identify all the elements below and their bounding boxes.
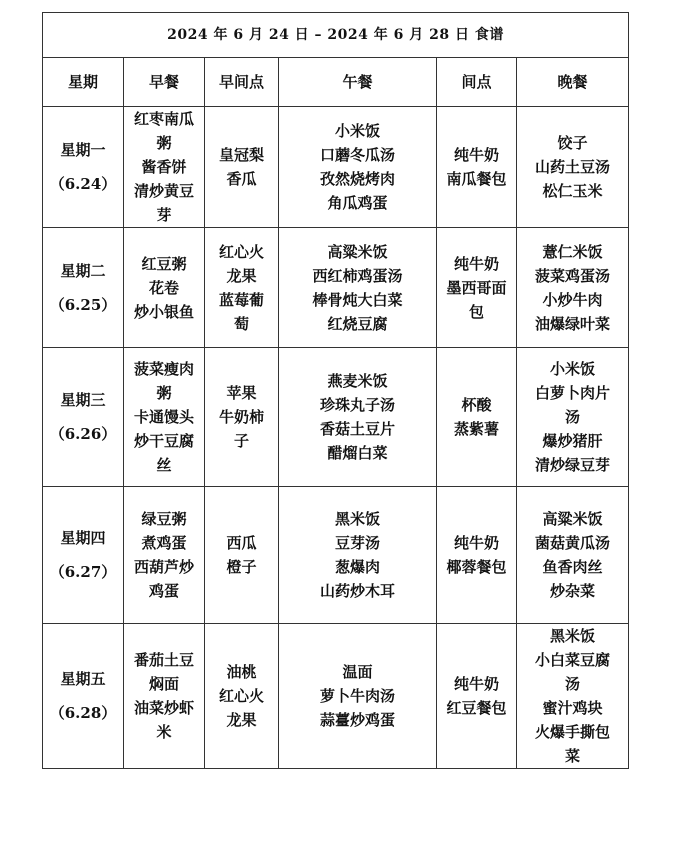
menu-item: 子 [233,432,249,450]
menu-item: 红豆粥 [141,254,187,273]
day-cell [43,624,124,769]
menu-item: 椰蓉餐包 [446,558,507,576]
day-cell [43,228,124,348]
day-date: （6.26） [49,425,117,443]
morning-snack-cell [205,228,279,348]
menu-item: 牛奶柿 [218,408,264,426]
afternoon-snack-cell [437,487,517,624]
menu-item: 纯牛奶 [453,254,499,273]
afternoon-snack-cell [437,624,517,769]
menu-item: 黑米饭 [549,627,595,645]
menu-title: 2024 年 6 月 24 日 – 2024 年 6 月 28 日 食谱 [43,13,629,58]
menu-item: 温面 [342,663,373,681]
menu-item: 醋熘白菜 [327,444,388,462]
menu-item: 煮鸡蛋 [141,534,187,552]
breakfast-cell [124,487,205,624]
menu-item: 棒骨炖大白菜 [312,290,403,309]
menu-item: 香菇土豆片 [319,420,395,438]
day-cell [43,107,124,228]
menu-item: 小米饭 [334,122,380,140]
afternoon-snack-cell [437,348,517,487]
morning-snack-cell [205,107,279,228]
breakfast-cell [124,107,205,228]
menu-item: 口蘑冬瓜汤 [319,146,395,164]
header-row [43,58,629,107]
menu-item: 薏仁米饭 [542,242,603,261]
menu-item: 纯牛奶 [453,534,499,552]
menu-item: 番茄土豆 [133,651,194,669]
menu-item: 西葫芦炒 [133,558,194,576]
menu-item: 小白菜豆腐 [534,651,610,669]
menu-table [42,12,629,769]
menu-item: 粥 [156,384,172,402]
menu-item: 菌菇黄瓜汤 [534,534,610,552]
menu-item: 白萝卜肉片 [534,384,610,402]
menu-item: 蜜汁鸡块 [542,699,603,717]
menu-item: 清炒绿豆芽 [534,456,610,474]
dinner-cell [517,228,629,348]
header-lunch: 午餐 [279,58,437,107]
menu-item: 西瓜 [226,534,257,552]
menu-item: 红烧豆腐 [327,314,388,333]
menu-item: 高粱米饭 [542,510,603,528]
menu-item: 香瓜 [226,170,257,188]
menu-item: 孜然烧烤肉 [319,170,395,188]
day-row [43,624,629,769]
afternoon-snack-cell [437,228,517,348]
day-date: （6.25） [49,295,117,314]
day-row [43,348,629,487]
morning-snack-cell [205,348,279,487]
menu-item: 墨西哥面 [446,278,507,297]
menu-item: 粥 [156,134,172,152]
menu-item: 红枣南瓜 [133,110,194,128]
breakfast-cell [124,228,205,348]
menu-item: 小炒牛肉 [542,290,603,309]
menu-item: 炒杂菜 [549,582,595,600]
day-cell [43,348,124,487]
menu-item: 小米饭 [549,360,595,378]
menu-item: 杯酸 [461,396,492,414]
dinner-cell [517,348,629,487]
morning-snack-cell [205,624,279,769]
title-row [43,13,629,58]
lunch-cell [279,107,437,228]
menu-item: 燕麦米饭 [327,372,388,390]
menu-item: 米 [156,723,172,741]
menu-item: 豆芽汤 [334,534,380,552]
menu-item: 松仁玉米 [542,182,603,200]
dinner-cell [517,624,629,769]
menu-item: 皇冠梨 [218,146,264,164]
menu-item: 红豆餐包 [446,699,507,717]
day-date: （6.28） [49,704,117,722]
menu-item: 酱香饼 [141,158,187,176]
menu-item: 葱爆肉 [334,558,380,576]
menu-item: 芽 [156,206,172,224]
day-row [43,107,629,228]
menu-item: 丝 [156,456,172,474]
menu-item: 菜 [564,747,580,765]
afternoon-snack-cell [437,107,517,228]
menu-item: 纯牛奶 [453,146,499,164]
header-dinner: 晚餐 [517,58,629,107]
menu-item: 焖面 [148,675,179,693]
menu-item: 蒜薹炒鸡蛋 [319,711,395,729]
menu-item: 高粱米饭 [327,242,388,261]
menu-item: 龙果 [226,266,257,285]
menu-item: 油桃 [226,663,257,681]
header-afternoon-snack: 间点 [437,58,517,107]
menu-item: 南瓜餐包 [446,170,507,188]
menu-item: 鸡蛋 [148,582,179,600]
menu-item: 西红柿鸡蛋汤 [312,266,403,285]
day-cell [43,487,124,624]
menu-item: 黑米饭 [334,510,380,528]
lunch-cell [279,228,437,348]
breakfast-cell [124,624,205,769]
menu-item: 卡通馒头 [133,408,194,426]
menu-item: 油菜炒虾 [133,699,194,717]
menu-item: 蒸紫薯 [453,420,499,438]
menu-item: 萝卜牛肉汤 [319,687,395,705]
day-row [43,228,629,348]
breakfast-cell [124,348,205,487]
lunch-cell [279,487,437,624]
header-day: 星期 [43,58,124,107]
day-date: （6.27） [49,563,117,581]
menu-item: 山药炒木耳 [319,582,395,600]
menu-item: 红心火 [218,687,264,705]
menu-item: 绿豆粥 [141,510,187,528]
day-name: 星期三 [60,391,106,409]
menu-item: 汤 [564,408,580,426]
menu-item: 饺子 [557,134,588,152]
menu-item: 苹果 [226,384,257,402]
menu-item: 纯牛奶 [453,675,499,693]
dinner-cell [517,487,629,624]
menu-item: 炒干豆腐 [133,432,194,450]
menu-item: 花卷 [148,278,179,297]
header-breakfast: 早餐 [124,58,205,107]
menu-item: 萄 [233,314,249,333]
day-name: 星期五 [60,670,106,688]
menu-item: 红心火 [218,242,264,261]
day-name: 星期一 [60,141,106,159]
menu-item: 龙果 [226,711,257,729]
lunch-cell [279,348,437,487]
lunch-cell [279,624,437,769]
menu-item: 菠菜瘦肉 [133,360,194,378]
menu-item: 清炒黄豆 [133,182,194,200]
menu-item: 火爆手撕包 [534,723,610,741]
menu-item: 包 [468,302,484,321]
menu-item: 炒小银鱼 [133,302,194,321]
menu-item: 汤 [564,675,580,693]
menu-item: 角瓜鸡蛋 [327,194,388,212]
menu-item: 爆炒猪肝 [542,432,603,450]
menu-item: 油爆绿叶菜 [534,314,610,333]
day-name: 星期二 [60,261,106,280]
day-name: 星期四 [60,529,106,547]
menu-item: 鱼香肉丝 [542,558,603,576]
day-date: （6.24） [49,175,117,193]
morning-snack-cell [205,487,279,624]
menu-item: 珍珠丸子汤 [319,396,395,414]
menu-item: 蓝莓葡 [218,290,264,309]
dinner-cell [517,107,629,228]
day-row [43,487,629,624]
menu-item: 菠菜鸡蛋汤 [534,266,610,285]
menu-item: 橙子 [226,558,257,576]
menu-item: 山药土豆汤 [534,158,610,176]
header-morning-snack: 早间点 [205,58,279,107]
